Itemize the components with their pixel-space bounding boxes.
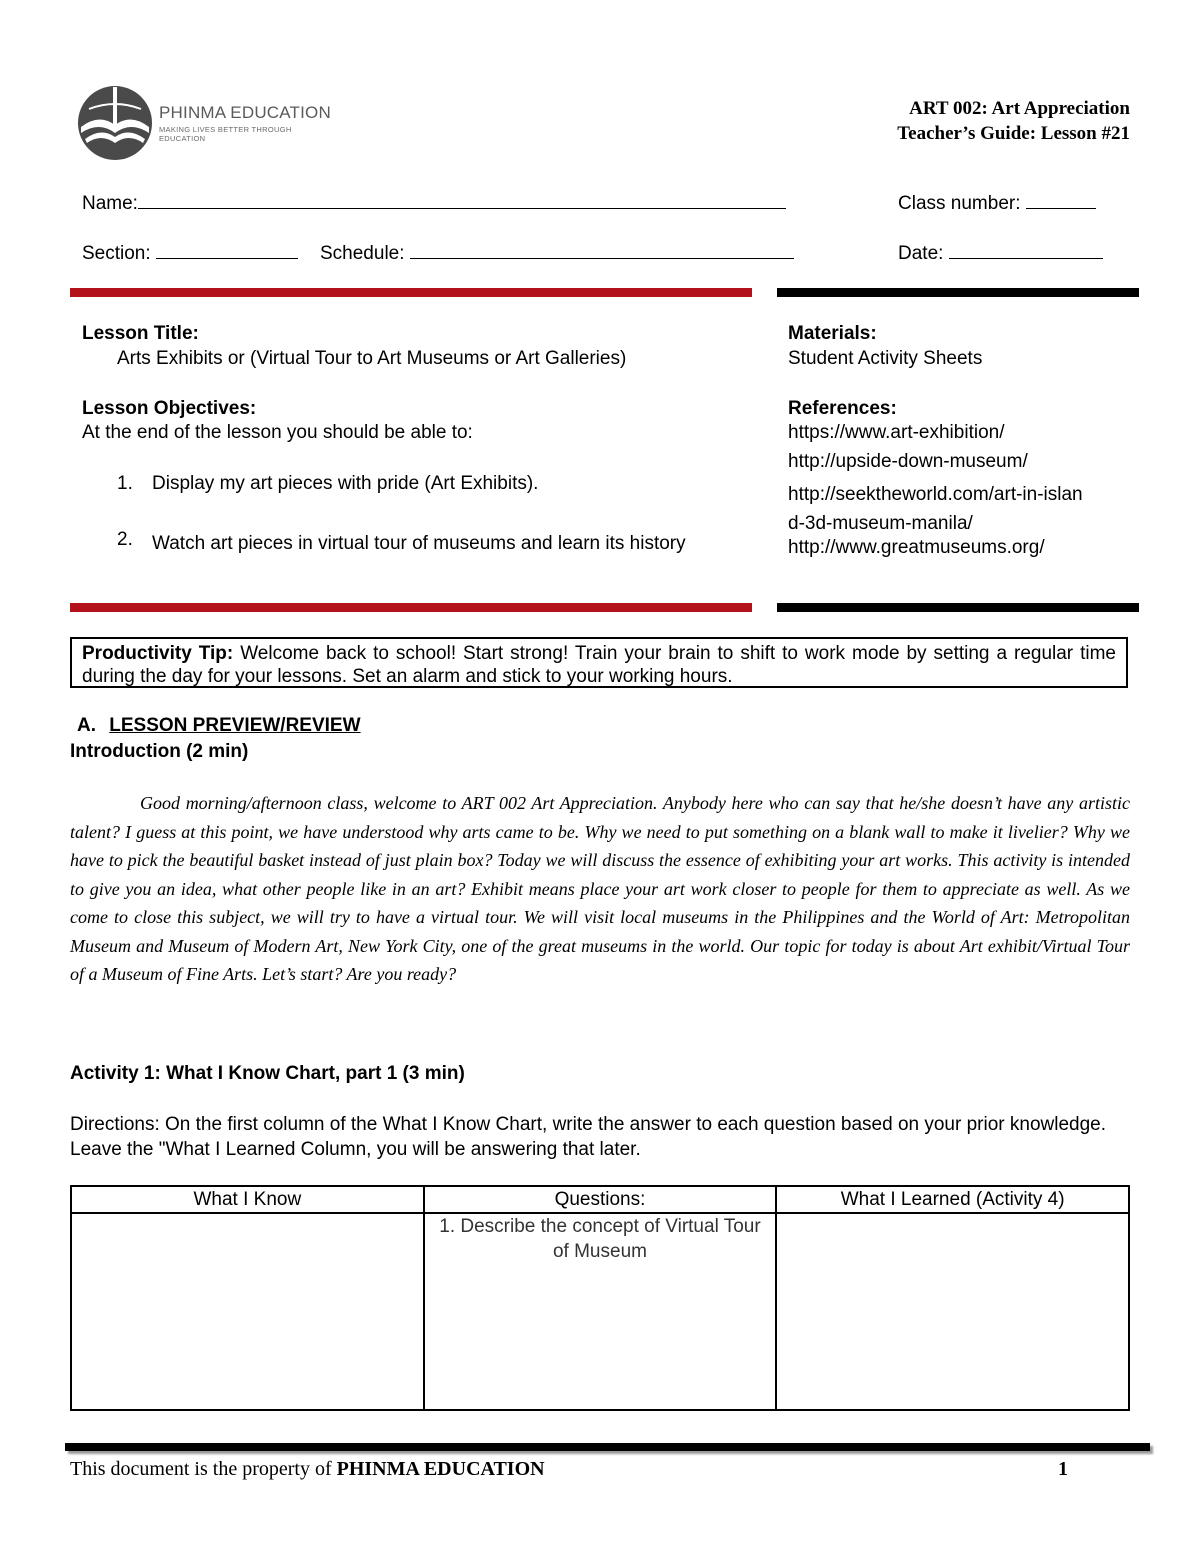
section-letter: A.: [77, 715, 96, 736]
what-i-know-chart: [70, 1185, 1130, 1411]
tip-text: Welcome back to school! Start strong! Train your brain to shift to work mode by setting a regular time during the day for your lessons. Set an alarm and stick to your working hours.: [82, 643, 1116, 687]
introduction-paragraph: Good morning/afternoon class, welcome to ART 002 Art Appreciation. Anybody here who can say that he/she doesn’t have any artistic talent? I guess at this point, we have understood why arts came to be. Why we need to put something on a blank wall to make it livelier? Why we have to pick the beautiful basket instead of just plain box? Today we will discuss the essence of exhibiting your art works. This activity is intended to give you an idea, what other people like in an art? Exhibit means place your art work closer to people for them to appreciate as well. As we come to close this subject, we will try to have a virtual tour. We will visit local museums in the Philippines and the World of Art: Metropolitan Museum and Museum of Modern Art, New York City, one of the great museums in the world. Our topic for today is about Art exhibit/Virtual Tour of a Museum of Fine Arts. Let’s start? Are you ready?: [70, 793, 1130, 984]
reference-link[interactable]: https://www.art-exhibition/: [788, 422, 1005, 443]
lesson-title-label: Lesson Title:: [82, 323, 199, 344]
footer-owner: PHINMA EDUCATION: [336, 1458, 545, 1480]
objective-num-2: 2.: [117, 529, 133, 550]
page-number: 1: [1058, 1458, 1068, 1480]
schedule-label: Schedule:: [320, 243, 405, 264]
objectives-intro: At the end of the lesson you should be able to:: [82, 422, 473, 443]
divider-black-bottom: [777, 603, 1139, 612]
date-field: [898, 240, 1103, 265]
chart-header-row: [71, 1186, 1129, 1213]
materials-label: Materials:: [788, 323, 877, 344]
divider-red-bottom: [70, 603, 752, 612]
name-blank[interactable]: [138, 190, 786, 209]
name-field: [82, 190, 786, 215]
schedule-blank[interactable]: [410, 240, 794, 259]
course-header: [897, 96, 1130, 146]
objective-num-1: 1.: [117, 473, 133, 494]
date-blank[interactable]: [949, 240, 1103, 259]
column-header-what-i-learned: What I Learned (Activity 4): [776, 1186, 1129, 1213]
footer-divider: [65, 1443, 1150, 1451]
what-i-learned-cell[interactable]: [776, 1213, 1129, 1410]
date-label: Date:: [898, 243, 944, 264]
objective-text-1: Display my art pieces with pride (Art Exhibits).: [152, 473, 539, 494]
reference-link[interactable]: http://www.greatmuseums.org/: [788, 537, 1045, 558]
lesson-title-value: Arts Exhibits or (Virtual Tour to Art Museums or Art Galleries): [117, 348, 627, 369]
guide-title: Teacher’s Guide: Lesson #21: [897, 123, 1130, 144]
section-blank[interactable]: [156, 240, 298, 259]
class-number-blank[interactable]: [1026, 190, 1096, 209]
section-a-heading: [77, 715, 361, 737]
productivity-tip-box: [70, 637, 1128, 688]
brand-name: PHINMA EDUCATION: [159, 103, 331, 122]
activity-1-directions: Directions: On the first column of the What I Know Chart, write the answer to each question based on your prior knowledge. Leave the "What I Learned Column, you will be answering that later.: [70, 1114, 1107, 1160]
footer-ownership: [70, 1458, 545, 1481]
lesson-objectives-label: Lesson Objectives:: [82, 398, 257, 419]
section-field: [82, 240, 298, 265]
name-label: Name:: [82, 193, 138, 214]
divider-black-top: [777, 288, 1139, 297]
materials-value: Student Activity Sheets: [788, 348, 983, 369]
table-row: [71, 1213, 1129, 1410]
section-label: Section:: [82, 243, 151, 264]
brand-tagline: MAKING LIVES BETTER THROUGH EDUCATION: [159, 125, 292, 143]
introduction-label: Introduction (2 min): [70, 741, 249, 762]
references-label: References:: [788, 398, 897, 419]
class-number-label: Class number:: [898, 193, 1021, 214]
activity-1-title: Activity 1: What I Know Chart, part 1 (3 min): [70, 1063, 465, 1084]
globe-book-icon: [75, 83, 155, 163]
column-header-what-i-know: What I Know: [71, 1186, 424, 1213]
divider-red-top: [70, 288, 752, 297]
phinma-logo: [75, 83, 335, 163]
question-cell: 1. Describe the concept of Virtual Tour of Museum: [424, 1213, 777, 1410]
reference-link[interactable]: http://upside-down-museum/: [788, 451, 1028, 472]
schedule-field: [320, 240, 794, 265]
tip-label: Productivity Tip:: [82, 643, 234, 664]
objective-text-2: Watch art pieces in virtual tour of museums and learn its history: [152, 533, 686, 554]
section-title: LESSON PREVIEW/REVIEW: [109, 715, 361, 736]
what-i-know-cell[interactable]: [71, 1213, 424, 1410]
column-header-questions: Questions:: [424, 1186, 777, 1213]
course-title: ART 002: Art Appreciation: [909, 98, 1130, 119]
class-number-field: [898, 190, 1096, 215]
footer-text: This document is the property of: [70, 1458, 337, 1480]
reference-link[interactable]: http://seektheworld.com/art-in-island-3d-museum-manila/: [788, 484, 1083, 534]
